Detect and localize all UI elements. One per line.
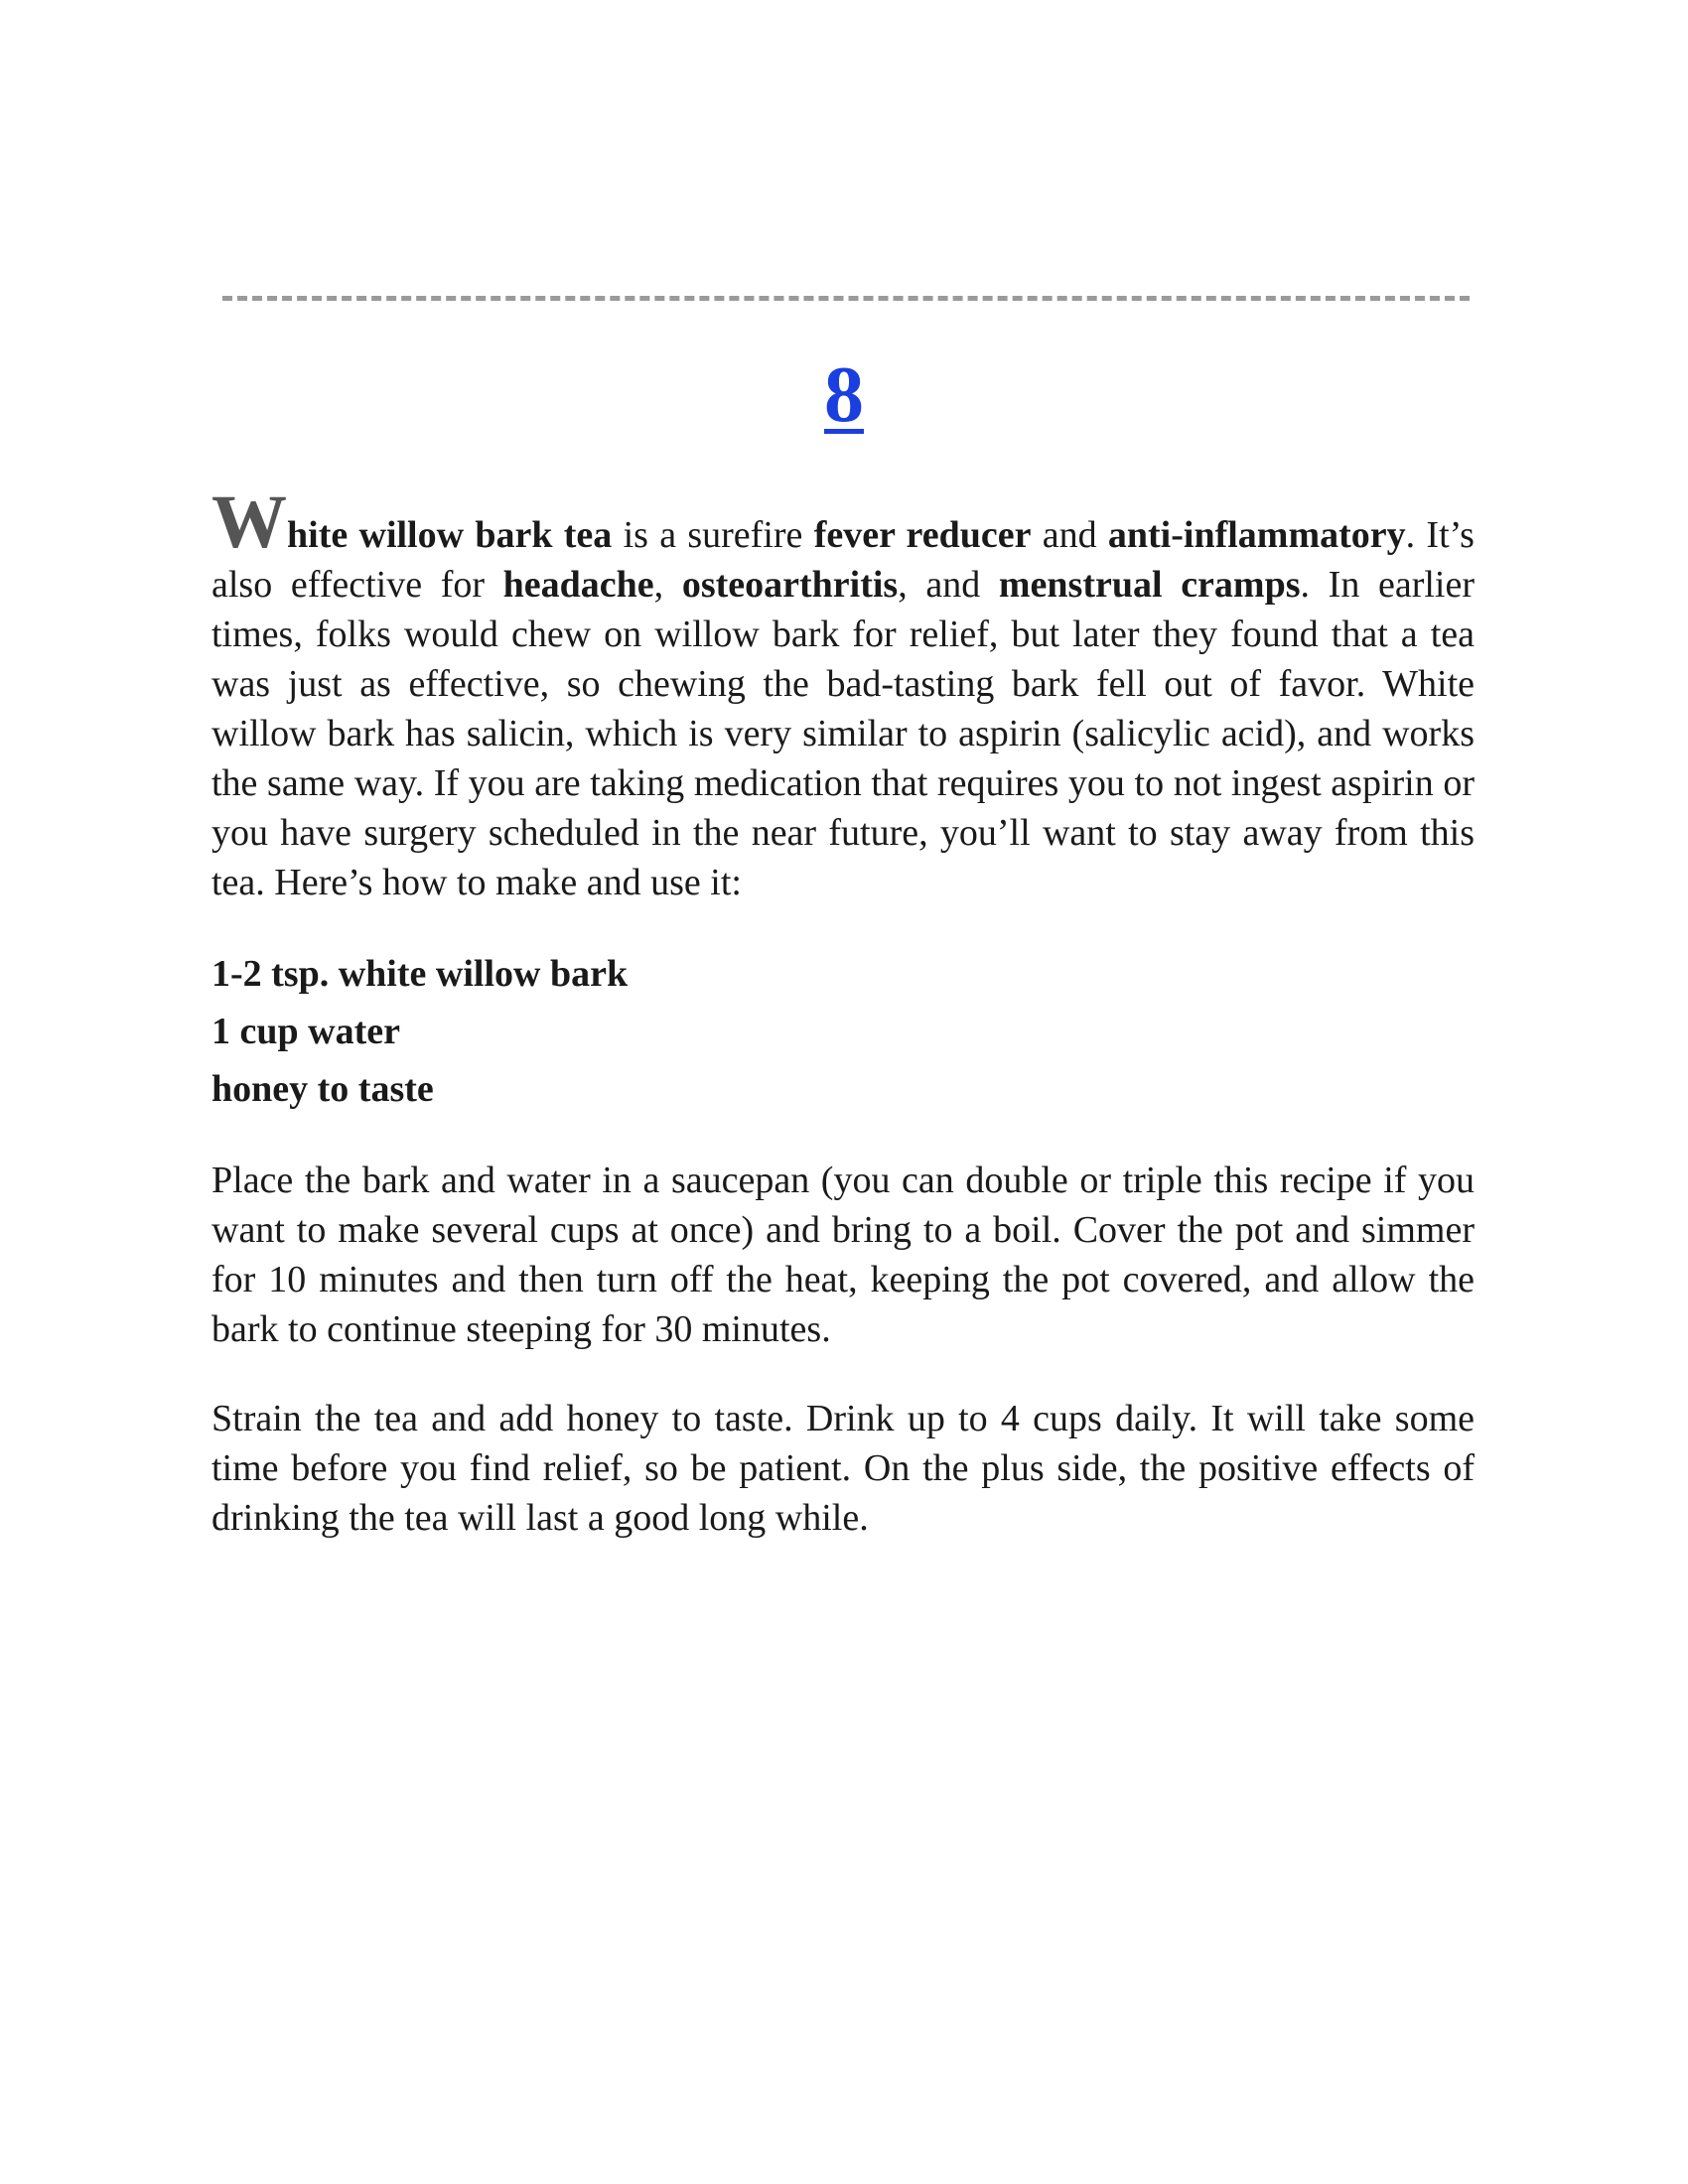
intro-paragraph	[211, 480, 1475, 907]
section-divider	[222, 296, 1470, 301]
bold-term: headache	[502, 564, 654, 606]
chapter-number-link[interactable]: 8	[824, 351, 864, 439]
bold-term: fever reducer	[813, 514, 1032, 556]
ingredient-item: 1 cup water	[211, 1011, 400, 1052]
text-run: is a surefire	[612, 514, 814, 556]
instruction-paragraph: Place the bark and water in a saucepan (you can double or triple this recipe if you want to make several cups at once) and bring to a boil. Cover the pot and simmer for 10 minutes and then turn off the heat, keeping the pot covered, and allow the bark to continue steeping for 30 minutes.	[211, 1160, 1475, 1350]
ingredient-item: 1-2 tsp. white willow bark	[211, 953, 629, 995]
text-run: , and	[898, 564, 999, 606]
text-run: . In earlier times, folks would chew on willow bark for relief, but later they found that a tea was just as effective, so chewing the bad-tasting bark fell out of favor. White willow bark has salicin, which is very similar to aspirin (salicylic acid), and works the same way. If you are taking medication that requires you to not ingest aspirin or you have surgery scheduled in the near future, you’ll want to stay away from this tea. Here’s how to make and use it:	[211, 564, 1475, 903]
chapter-number	[0, 351, 1688, 439]
instruction-paragraph: Strain the tea and add honey to taste. Drink up to 4 cups daily. It will take some time before you find relief, so be patient. On the plus side, the positive effects of drinking the tea will last a good long while.	[211, 1398, 1475, 1539]
text-run: . It’s also effective for	[211, 514, 1475, 606]
ingredient-list	[211, 945, 1475, 1118]
page-content	[211, 480, 1475, 1543]
text-run: and	[1031, 514, 1108, 556]
text-run: ,	[653, 564, 682, 606]
bold-term: anti-inflammatory	[1107, 514, 1406, 556]
dropcap-letter: W	[211, 480, 287, 564]
bold-term: osteoarthritis	[681, 564, 899, 606]
ingredient-item: honey to taste	[211, 1068, 434, 1110]
bold-term: menstrual cramps	[998, 564, 1301, 606]
bold-term: hite willow bark tea	[287, 514, 613, 556]
